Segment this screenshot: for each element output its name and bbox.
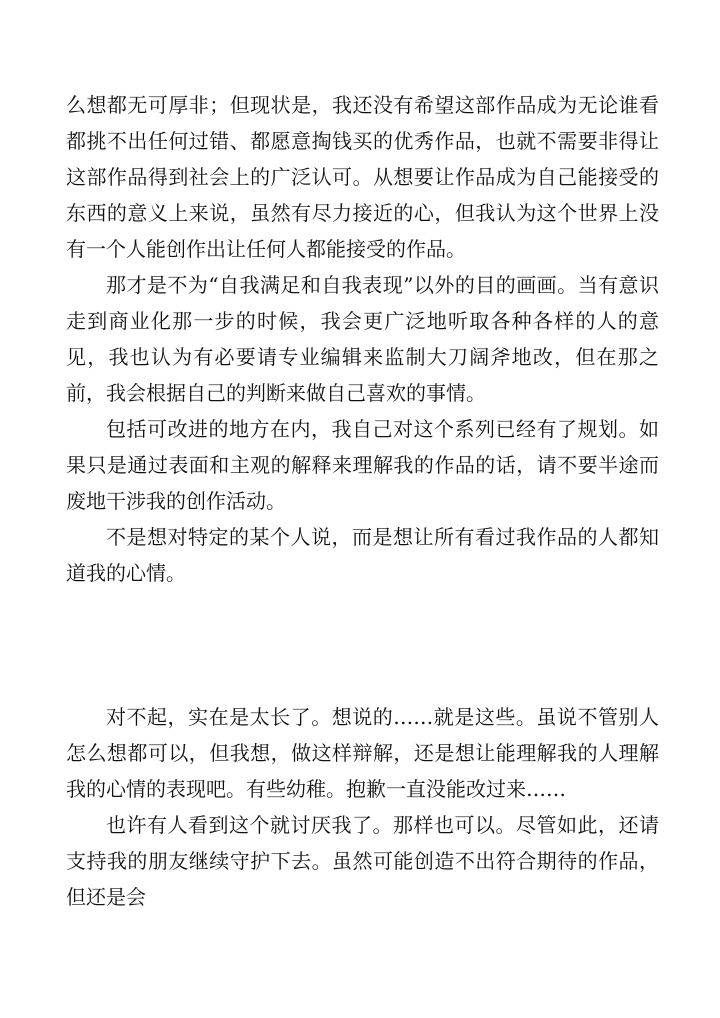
paragraph: 不是想对特定的某个人说，而是想让所有看过我作品的人都知道我的心情。 — [66, 525, 659, 585]
paragraph: 那才是不为“自我满足和自我表现”以外的目的画画。当有意识走到商业化那一步的时候，我会更广泛地听取各种各样的人的意见，我也认为有必要请专业编辑来监制大刀阔斧地改，但在那之前，我会根据自己的判断来做自己喜欢的事情。 — [66, 273, 659, 405]
text-section-2 — [66, 699, 659, 915]
paragraph: 对不起，实在是太长了。想说的……就是这些。虽说不管别人怎么想都可以，但我想，做这样辩解，还是想让能理解我的人理解我的心情的表现吧。有些幼稚。抱歉一直没能改过来…… — [66, 705, 659, 801]
paragraph: 也许有人看到这个就讨厌我了。那样也可以。尽管如此，还请支持我的朋友继续守护下去。虽然可能创造不出符合期待的作品，但还是会 — [66, 813, 659, 909]
section-spacer — [66, 591, 659, 699]
paragraph-continued: 么想都无可厚非；但现状是，我还没有希望这部作品成为无论谁看都挑不出任何过错、都愿意掏钱买的优秀作品，也就不需要非得让这部作品得到社会上的广泛认可。从想要让作品成为自己能接受的东西的意义上来说，虽然有尽力接近的心，但我认为这个世界上没有一个人能创作出让任何人都能接受的作品。 — [66, 93, 659, 261]
paragraph: 包括可改进的地方在内，我自己对这个系列已经有了规划。如果只是通过表面和主观的解释来理解我的作品的话，请不要半途而废地干涉我的创作活动。 — [66, 417, 659, 513]
text-section-1 — [66, 87, 659, 591]
